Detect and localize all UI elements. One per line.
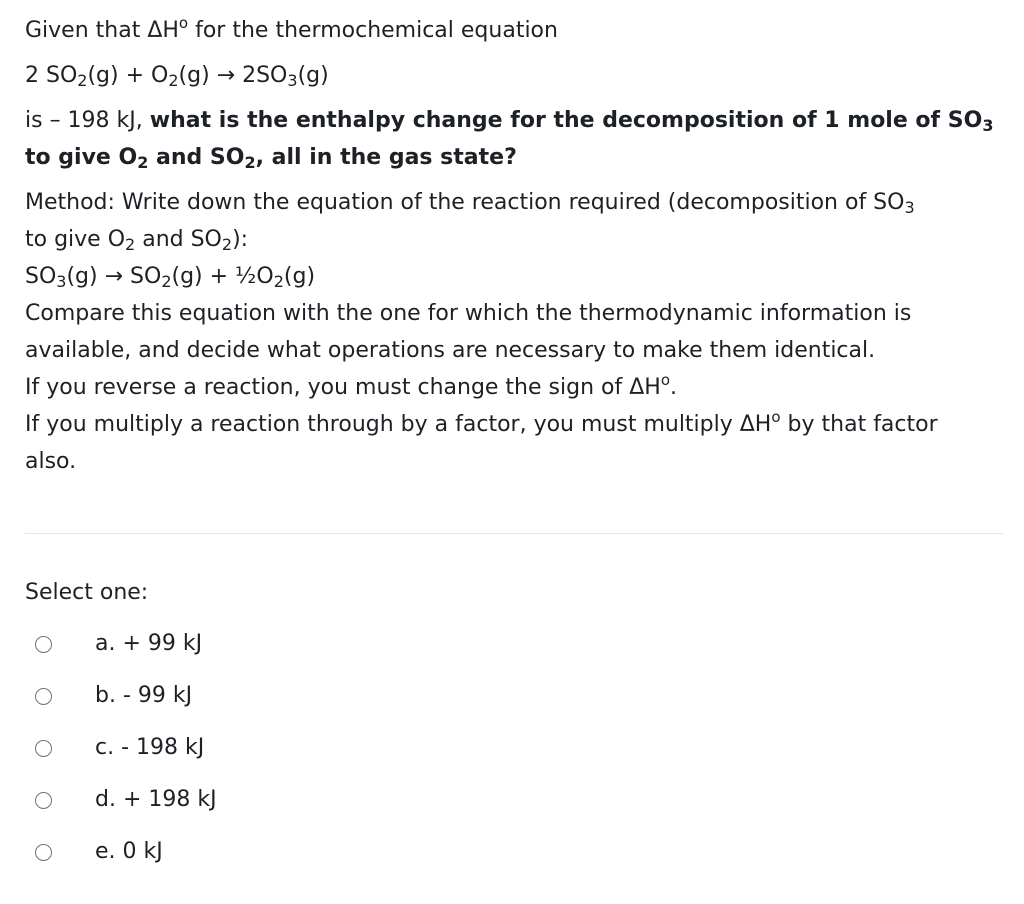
thermochemical-equation: 2 $SO_2(g) + O_2(g) \to 2SO_3(g)$ xyxy=(25,63,329,90)
radio-button-b[interactable] xyxy=(35,688,52,705)
answer-block xyxy=(25,574,1005,878)
question-statement-line-1: is – 198 kJ, what is the enthalpy change for the decomposition of 1 mole of $SO_3$ xyxy=(25,108,994,135)
radio-button-d[interactable] xyxy=(35,792,52,809)
option-d[interactable] xyxy=(25,774,1005,826)
method-line-4: available, and decide what operations are necessary to make them identical. xyxy=(25,338,876,363)
method-line-3: Compare this equation with the one for which the thermodynamic information is xyxy=(25,301,912,326)
question-text xyxy=(25,12,1005,480)
method-line-5: If you reverse a reaction, you must change the sign of $\Delta H^o$. xyxy=(25,371,677,400)
radio-button-c[interactable] xyxy=(35,740,52,757)
method-line-1: Method: Write down the equation of the reaction required (decomposition of $SO_3$ xyxy=(25,190,915,217)
method-line-6: If you multiply a reaction through by a factor, you must multiply $\Delta H^o$ by that factor xyxy=(25,408,938,437)
radio-button-e[interactable] xyxy=(35,844,52,861)
select-one-prompt: Select one: xyxy=(25,580,149,605)
question-intro: Given that $\Delta H^o$ for the thermochemical equation xyxy=(25,14,558,43)
method-line-2: to give $O_2$ and $SO_2$): xyxy=(25,227,249,254)
method-line-7: also. xyxy=(25,449,77,474)
question-statement-line-2: to give $O_2$ and $SO_2$, all in the gas state? xyxy=(25,145,517,172)
option-c[interactable] xyxy=(25,722,1005,774)
radio-button-a[interactable] xyxy=(35,636,52,653)
option-a[interactable] xyxy=(25,618,1005,670)
decomposition-equation: $SO_3(g) \to SO_2(g)$ + $\frac{1}{2}O_2(g)$ xyxy=(25,264,316,291)
option-b[interactable] xyxy=(25,670,1005,722)
option-e-label[interactable]: e. 0 kJ xyxy=(95,839,163,864)
section-divider xyxy=(25,533,1003,534)
option-a-label[interactable]: a. + 99 kJ xyxy=(95,631,203,656)
option-b-label[interactable]: b. - 99 kJ xyxy=(95,683,193,708)
option-c-label[interactable]: c. - 198 kJ xyxy=(95,735,205,760)
option-d-label[interactable]: d. + 198 kJ xyxy=(95,787,217,812)
answer-options xyxy=(25,618,1005,878)
option-e[interactable] xyxy=(25,826,1005,878)
